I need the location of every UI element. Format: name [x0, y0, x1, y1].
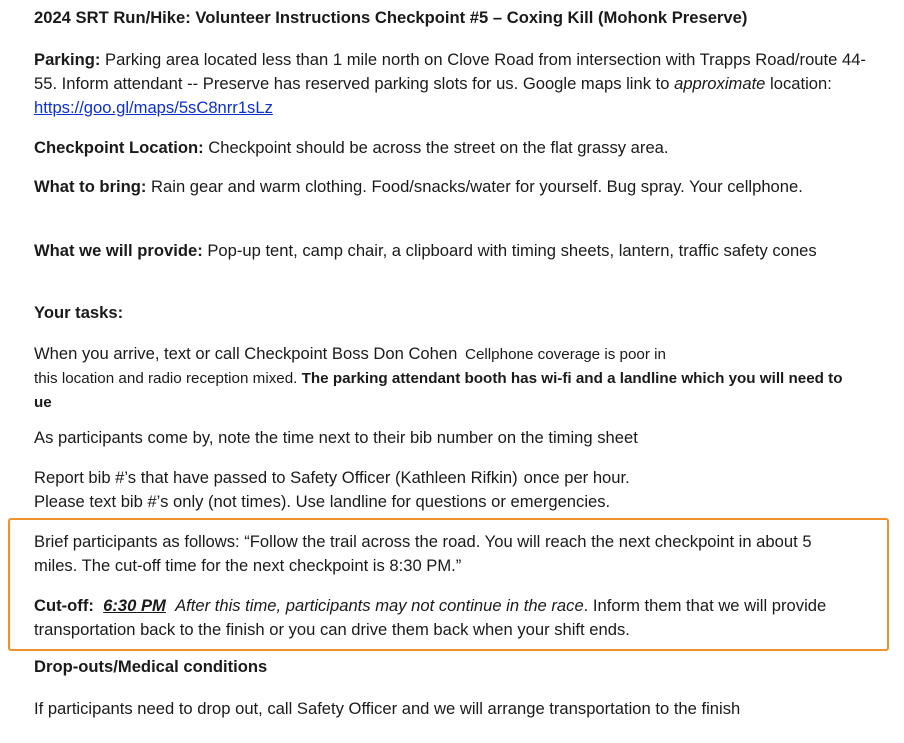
arrive-bold-text: The parking attendant booth has wi-fi and a landline which you will need to ue: [34, 370, 843, 411]
what-to-bring-paragraph: [34, 175, 834, 199]
what-to-bring-label: What to bring:: [34, 177, 147, 196]
parking-text: Parking area located less than 1 mile north on Clove Road from intersection with Trapps Road/route 44-55. Inform attendant -- Preserve has reserved parking slots for us. Google maps link to: [34, 50, 866, 93]
google-maps-link[interactable]: https://goo.gl/maps/5sC8nrr1sLz: [34, 98, 273, 117]
what-we-provide-paragraph: [34, 239, 864, 263]
checkpoint-location-text: Checkpoint should be across the street on the flat grassy area.: [203, 138, 669, 157]
cutoff-label: Cut-off:: [34, 596, 94, 615]
report-line-1: Report bib #’s that have passed to Safety Officer (Kathleen Rifkin) once per hour.: [34, 468, 630, 487]
arrive-small-text: Cellphone coverage is poor in: [461, 346, 666, 363]
what-to-bring-text: Rain gear and warm clothing. Food/snacks/water for yourself. Bug spray. Your cellphone.: [146, 177, 803, 196]
arrive-text-2: this location and radio reception mixed.: [34, 370, 302, 387]
arrive-paragraph: [34, 342, 854, 414]
cutoff-time: 6:30 PM: [103, 596, 166, 615]
dropouts-heading: Drop-outs/Medical conditions: [34, 657, 268, 676]
cutoff-text: . Inform them that we will provide transportation back to the finish or you can drive them back when your shift ends.: [34, 596, 827, 639]
parking-text-2: location:: [765, 74, 832, 93]
parking-italic: approximate: [674, 74, 766, 93]
dropouts-paragraph: If participants need to drop out, call Safety Officer and we will arrange transportation to the finish: [34, 699, 741, 718]
report-paragraph: [34, 466, 884, 514]
checkpoint-location-paragraph: [34, 136, 884, 160]
what-we-provide-text: Pop-up tent, camp chair, a clipboard with timing sheets, lantern, traffic safety cones: [202, 241, 817, 260]
arrive-text: When you arrive, text or call Checkpoint Boss Don Cohen: [34, 344, 462, 363]
report-line-2: Please text bib #’s only (not times). Use landline for questions or emergencies.: [34, 492, 611, 511]
brief-paragraph: Brief participants as follows: “Follow the trail across the road. You will reach the next checkpoint in about 5 miles. The cut-off time for the next checkpoint is 8:30 PM.”: [34, 532, 812, 575]
cutoff-paragraph: [34, 594, 864, 642]
document-title: 2024 SRT Run/Hike: Volunteer Instructions Checkpoint #5 – Coxing Kill (Mohonk Preserve): [34, 8, 748, 27]
note-time-paragraph: As participants come by, note the time next to their bib number on the timing sheet: [34, 428, 638, 447]
checkpoint-location-label: Checkpoint Location:: [34, 138, 204, 157]
cutoff-italic: After this time, participants may not continue in the race: [175, 596, 584, 615]
parking-label: Parking:: [34, 50, 101, 69]
tasks-heading: Your tasks:: [34, 303, 124, 322]
parking-paragraph: [34, 48, 884, 120]
what-we-provide-label: What we will provide:: [34, 241, 203, 260]
